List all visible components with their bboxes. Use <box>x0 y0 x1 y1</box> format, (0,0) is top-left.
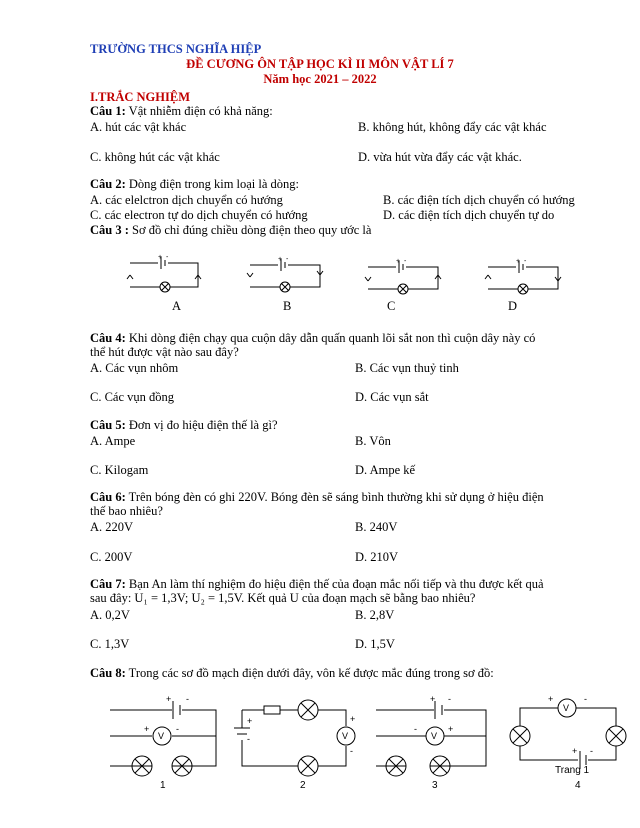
circuit-label-1: 1 <box>160 780 166 791</box>
voltmeter-label: V <box>431 731 438 741</box>
school-year: Năm học 2021 – 2022 <box>263 72 377 86</box>
option-c: C. 200V <box>90 550 133 564</box>
option-a: A. 0,2V <box>90 608 130 622</box>
circuit-c <box>365 261 441 294</box>
minus-sign: - <box>350 746 353 756</box>
minus-sign: - <box>166 254 169 261</box>
document-title: ĐỀ CƯƠNG ÔN TẬP HỌC KÌ II MÔN VẬT LÍ 7 <box>186 57 454 71</box>
question-2 <box>90 178 590 192</box>
page-number: 1 <box>583 765 590 776</box>
option-c: C. 1,3V <box>90 637 130 651</box>
question-text-continued: thể hút được vật nào sau đây? <box>90 344 239 359</box>
minus-sign: - <box>186 694 189 704</box>
option-b: B. không hút, không đẩy các vật khác <box>358 120 547 134</box>
minus-sign: - <box>448 694 451 704</box>
question-text: Trên bóng đèn có ghi 220V. Bóng đèn sẽ sáng bình thường khi sử dụng ở hiệu điện <box>125 490 544 504</box>
question-1 <box>90 105 590 119</box>
question-text: Vật nhiễm điện có khả năng: <box>125 104 273 118</box>
option-b: B. 240V <box>355 520 398 534</box>
option-c: C. các electron tự do dịch chuyển có hướng <box>90 208 308 222</box>
direction-circuits <box>120 253 570 298</box>
option-d: D. các điện tích dịch chuyển tự do <box>383 208 555 222</box>
option-d: D. 210V <box>355 550 399 564</box>
question-number: Câu 2: <box>90 177 126 191</box>
minus-sign: - <box>176 724 179 734</box>
plus-sign: + <box>430 694 436 704</box>
question-number: Câu 6: <box>90 490 126 504</box>
minus-sign: - <box>524 258 527 265</box>
question-6 <box>90 491 590 518</box>
circuit-label-b: B <box>283 299 292 313</box>
option-b: B. 2,8V <box>355 608 395 622</box>
circuit-b <box>247 259 323 292</box>
question-number: Câu 7: <box>90 577 126 591</box>
minus-sign: - <box>414 724 417 734</box>
plus-sign: + <box>448 724 454 734</box>
question-text: Đơn vị đo hiệu điện thế là gì? <box>125 418 278 432</box>
question-3 <box>90 224 590 238</box>
option-b: B. Các vụn thuỷ tinh <box>355 361 459 375</box>
circuit-label-a: A <box>172 299 182 313</box>
question-text: Trong các sơ đồ mạch điện dưới đây, vôn kế được mắc đúng trong sơ đồ: <box>125 666 494 680</box>
plus-sign: + <box>350 714 356 724</box>
circuit-label-4: 4 <box>575 780 581 791</box>
circuit-label-c: C <box>387 299 396 313</box>
option-d: D. Các vụn sắt <box>355 390 429 404</box>
plus-sign: + <box>144 724 150 734</box>
question-text-continued: sau đây: U₁ = 1,3V; U₂ = 1,5V. Kết quả U của đoạn mạch sẽ bằng bao nhiêu? <box>90 590 476 605</box>
option-b: B. các điện tích dịch chuyển có hướng <box>383 193 575 207</box>
option-a: A. các elelctron dịch chuyển có hướng <box>90 193 283 207</box>
option-d: D. 1,5V <box>355 637 395 651</box>
question-text: Khi dòng điện chạy qua cuộn dây dẫn quấn quanh lõi sắt non thì cuộn dây này có <box>125 331 536 345</box>
option-d: D. Ampe kế <box>355 463 416 477</box>
voltmeter-label: V <box>563 703 570 713</box>
school-name: TRƯỜNG THCS NGHĨA HIỆP <box>90 42 262 56</box>
question-5 <box>90 419 590 433</box>
question-number: Câu 8: <box>90 666 126 680</box>
question-7 <box>90 578 590 605</box>
option-b: B. Vôn <box>355 434 391 448</box>
question-number: Câu 1: <box>90 104 126 118</box>
voltmeter-label: V <box>158 731 165 741</box>
question-text: Dòng điện trong kim loại là dòng: <box>125 177 300 191</box>
voltmeter-label: V <box>342 731 349 741</box>
minus-sign: - <box>247 734 250 744</box>
circuit-d <box>485 261 561 294</box>
plus-sign: + <box>572 746 578 756</box>
plus-sign: + <box>247 716 253 726</box>
question-text-continued: thế bao nhiêu? <box>90 503 163 518</box>
circuit-label-2: 2 <box>300 780 306 791</box>
section-heading: I.TRẮC NGHIỆM <box>90 90 191 104</box>
question-number: Câu 4: <box>90 331 126 345</box>
plus-sign: + <box>548 694 554 704</box>
page-footer <box>555 765 589 776</box>
option-d: D. vừa hút vừa đẩy các vật khác. <box>358 150 522 164</box>
option-a: A. Ampe <box>90 434 136 448</box>
question-text: Sơ đồ chỉ đúng chiều dòng điện theo quy ước là <box>128 223 372 237</box>
question-number: Câu 3 : <box>90 223 129 237</box>
plus-sign: + <box>158 254 163 261</box>
option-a: A. hút các vật khác <box>90 120 187 134</box>
plus-sign: + <box>396 258 401 265</box>
option-c: C. không hút các vật khác <box>90 150 220 164</box>
option-a: A. Các vụn nhôm <box>90 361 179 375</box>
question-text: Bạn An làm thí nghiệm đo hiệu điện thế của đoạn mắc nối tiếp và thu được kết quả <box>125 577 544 591</box>
circuit-label-3: 3 <box>432 780 438 791</box>
page-label: Trang <box>555 765 581 776</box>
question-8 <box>90 667 590 681</box>
question-number: Câu 5: <box>90 418 126 432</box>
plus-sign: + <box>516 258 521 265</box>
minus-sign: - <box>286 256 289 263</box>
minus-sign: - <box>584 694 587 704</box>
option-c: C. Kilogam <box>90 463 149 477</box>
circuit-2 <box>234 700 355 776</box>
minus-sign: - <box>404 258 407 265</box>
question-4 <box>90 332 590 359</box>
option-c: C. Các vụn đồng <box>90 390 175 404</box>
circuit-a <box>127 257 201 292</box>
plus-sign: + <box>278 256 283 263</box>
plus-sign: + <box>166 694 172 704</box>
minus-sign: - <box>590 746 593 756</box>
circuit-label-d: D <box>508 299 518 313</box>
option-a: A. 220V <box>90 520 134 534</box>
